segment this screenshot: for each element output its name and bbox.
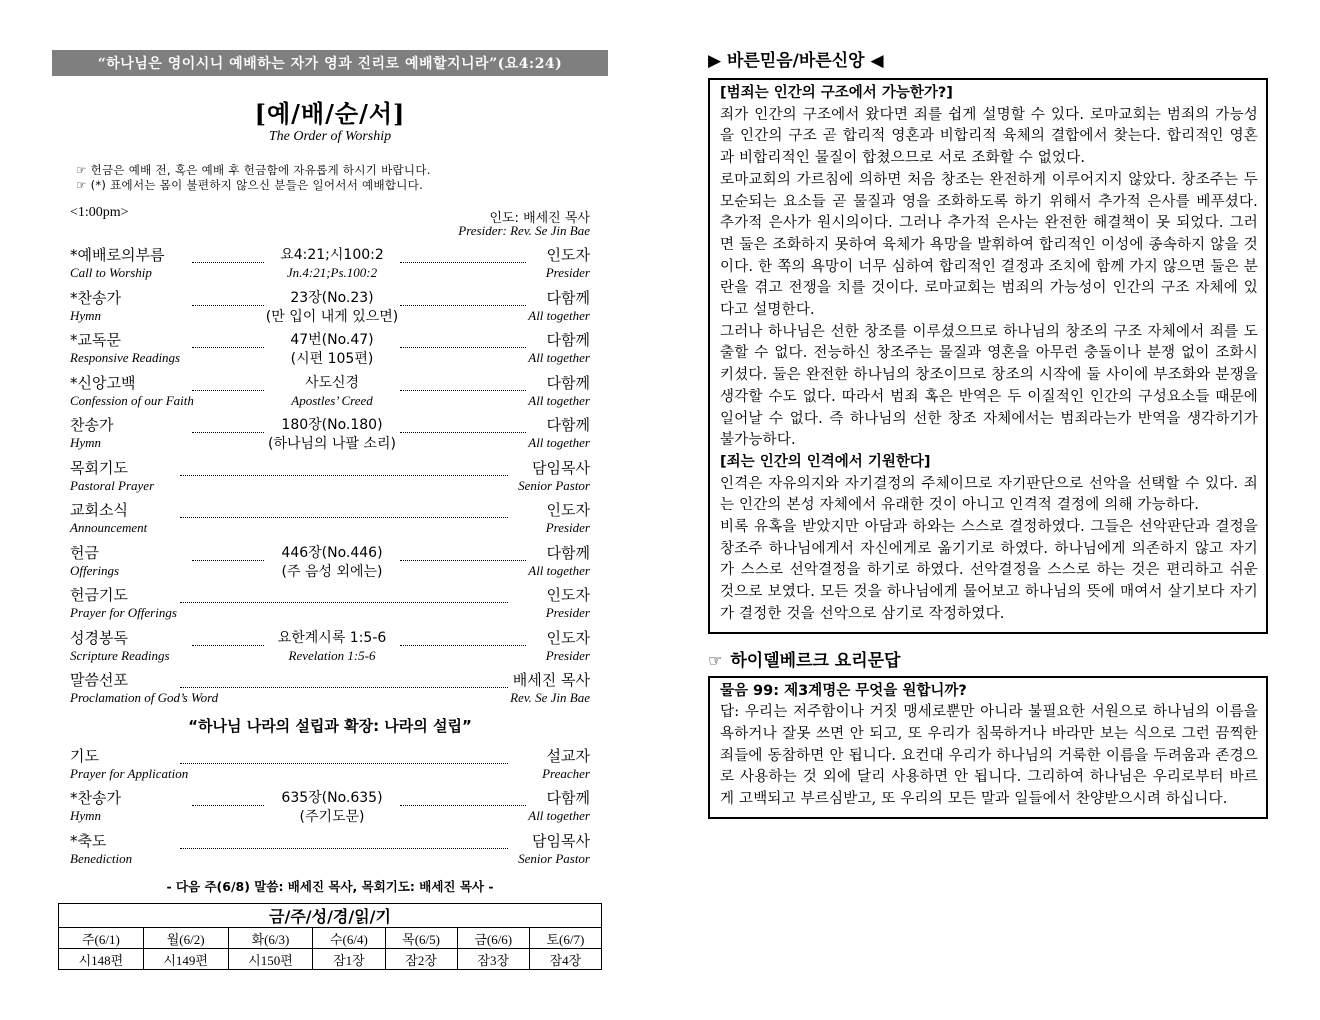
leader-dots (192, 645, 264, 646)
item-name-english: Prayer for Application (70, 765, 189, 781)
order-of-worship-page (52, 50, 608, 895)
worship-item (52, 746, 608, 789)
notes (76, 163, 608, 193)
item-leader-english: Presider (545, 605, 590, 620)
item-name-korean: 기도 (70, 746, 99, 765)
leader-dots (400, 347, 526, 348)
leader-dots (400, 262, 526, 263)
worship-item (52, 245, 608, 288)
item-leader-korean: 인도자 (546, 628, 590, 647)
leader-dots (192, 390, 264, 391)
leader-dots (400, 805, 526, 806)
item-name-korean: 찬송가 (70, 416, 114, 434)
faith-heading: ▶ 바른믿음/바른신앙 ◀ (708, 51, 884, 71)
catechism-box (708, 676, 1268, 819)
reading-passages-row (59, 949, 602, 970)
item-leader-english: Presider (545, 265, 590, 280)
item-leader-korean: 인도자 (546, 501, 590, 519)
note-standing: ☞ (*) 표에서는 몸이 불편하지 않으신 분들은 일어서서 예배합니다. (76, 178, 424, 192)
faith-subheading-2: [죄는 인간의 인격에서 기원한다] (720, 453, 931, 470)
reading-passage: 시148편 (59, 949, 144, 970)
item-detail: 635장(No.635) (281, 790, 383, 806)
worship-item (52, 543, 608, 586)
leader-dots (180, 517, 508, 518)
leader-dots (180, 687, 508, 688)
scripture-banner: “하나님은 영이시니 예배하는 자가 영과 진리로 예배할지니라”(요4:24) (52, 50, 608, 76)
worship-item (52, 788, 608, 831)
worship-item (52, 415, 608, 458)
item-detail-sub: Jn.4:21;Ps.100:2 (286, 265, 378, 280)
presider-english: Presider: Rev. Se Jin Bae (458, 223, 590, 238)
faith-subheading-1: [범죄는 인간의 구조에서 가능한가?] (720, 85, 953, 101)
item-name-english: Hymn (70, 307, 102, 323)
item-name-korean: 교회소식 (70, 501, 128, 519)
reading-day: 토(6/7) (529, 928, 601, 949)
order-title: [예/배/순/서] (254, 99, 406, 128)
reading-day: 목(6/5) (385, 928, 457, 949)
item-detail: 사도신경 (304, 374, 360, 391)
item-name-korean: 헌금 (70, 543, 99, 562)
item-leader-english: Preacher (542, 765, 590, 781)
item-detail: 요4:21;시100:2 (280, 247, 384, 263)
catechism-heading: 하이델베르크 요리문답 (730, 650, 901, 671)
item-name-english: Call to Worship (70, 265, 152, 280)
reading-title: 금/주/성/경/읽/기 (59, 904, 602, 928)
item-leader-korean: 담임목사 (532, 831, 590, 850)
catechism-answer: 답: 우리는 저주함이나 거짓 맹세로뿐만 아니라 불필요한 서원으로 하나님의 이름을 욕하거나 잘못 쓰면 안 되고, 또 우리가 침묵하거나 바라만 보는 식으로 그런 끔찍한 죄들에 동참하면 안 됩니다. 요컨대 우리가 하나님의 거룩한 이름을 두려움과 존경으로 사용하는 것 외에 달리 사용하면 안 됩니다. 그리하여 하나님은 우리로부터 바르게 고백되고 부르심받고, 또 우리의 모든 말과 일들에서 찬양받으시려 하십니다. (720, 704, 1258, 808)
leader-dots (180, 763, 508, 764)
worship-item (52, 373, 608, 416)
service-time: <1:00pm> (70, 205, 129, 220)
reading-day: 화(6/3) (228, 928, 313, 949)
faith-article (708, 78, 1268, 634)
item-leader-english: Senior Pastor (518, 850, 590, 866)
item-name-korean: *찬송가 (70, 288, 121, 307)
order-subtitle: The Order of Worship (268, 129, 392, 144)
leader-dots (192, 560, 264, 561)
pointing-hand-icon: ☞ (708, 650, 723, 670)
item-detail: 요한계시록 1:5-6 (277, 629, 387, 646)
reading-day: 월(6/2) (143, 928, 228, 949)
reading-passage: 잠4장 (529, 949, 601, 970)
item-name-english: Benediction (70, 850, 133, 866)
leader-dots (400, 305, 526, 306)
note-offering: ☞ 헌금은 예배 전, 혹은 예배 후 헌금함에 자유롭게 하시기 바랍니다. (76, 163, 431, 177)
item-leader-english: Presider (545, 647, 590, 663)
weekly-bible-reading-table (58, 903, 602, 970)
item-name-english: Announcement (70, 520, 148, 535)
item-leader-english: Rev. Se Jin Bae (510, 690, 590, 705)
leader-dots (180, 848, 508, 849)
faith-paragraph: 비록 유혹을 받았지만 아담과 하와는 스스로 결정하였다. 그들은 선악판단과 결정을 창조주 하나님에게서 자신에게로 옮기기로 하였다. 하나님에게 의존하지 않고 자기가 스스로 선악결정을 하기로 하였다. 선악결정을 스스로 하는 것은 편리하고 쉬운 것으로 보였다. 모든 것을 하나님에게 물어보고 하나님의 뜻에 매여서 살기보다 자기가 결정한 것을 선악으로 삼기로 작정하였다. (720, 519, 1258, 622)
item-detail: 446장(No.446) (281, 544, 383, 561)
worship-items (52, 245, 608, 713)
item-name-english: Proclamation of God’s Word (70, 690, 219, 705)
item-name-korean: 성경봉독 (70, 628, 128, 647)
worship-item (52, 330, 608, 373)
item-leader-english: All together (528, 307, 590, 323)
item-leader-korean: 담임목사 (532, 458, 590, 477)
leader-dots (400, 432, 526, 433)
item-name-english: Responsive Readings (70, 350, 181, 365)
service-time-row (52, 205, 608, 245)
item-name-english: Hymn (70, 435, 102, 450)
item-leader-korean: 다함께 (546, 543, 590, 562)
leader-dots (400, 645, 526, 646)
reading-days-row (59, 928, 602, 949)
item-leader-korean: 다함께 (546, 789, 590, 807)
item-leader-english: All together (528, 435, 590, 450)
item-detail-sub: Apostles’ Creed (291, 392, 373, 408)
item-name-korean: 목회기도 (70, 458, 128, 477)
worship-item (52, 628, 608, 671)
worship-item (52, 500, 608, 543)
worship-items-after-sermon (52, 746, 608, 874)
item-leader-english: All together (528, 808, 590, 823)
leader-dots (192, 432, 264, 433)
reading-passage: 시149편 (143, 949, 228, 970)
item-detail-sub: (하나님의 나팔 소리) (267, 436, 397, 452)
leader-dots (192, 347, 264, 348)
leader-dots (180, 475, 508, 476)
item-leader-english: Senior Pastor (518, 477, 590, 493)
item-detail-sub: (만 입이 내게 있으면) (265, 308, 399, 325)
leader-dots (400, 390, 526, 391)
item-name-korean: *신앙고백 (70, 373, 136, 392)
articles-page (708, 46, 1268, 819)
item-detail-sub: (시편 105편) (290, 351, 374, 367)
faith-paragraph: 로마교회의 가르침에 의하면 처음 창조는 완전하게 이루어지지 않았다. 창조주는 두 모순되는 요소들 곧 물질과 영을 조화하도록 하기 위해서 추가적 은사를 베푸셨다. 추가적 은사가 원시의이다. 그러나 추가적 은사는 완전한 해결책이 못 되었다. 그러면 둘은 조화하지 못하여 육체가 욕망을 발휘하여 합리적인 이성에 종속하지 않을 것이다. 한 쪽의 욕망이 너무 심하여 합리적인 결정과 조치에 함께 가지 않으면 둘은 분란을 겪고 전쟁을 치를 것이다. 로마교회는 범죄의 가능성이 인간의 구조 자체에 있다고 설명한다. (720, 171, 1258, 319)
item-name-korean: *축도 (70, 831, 107, 850)
leader-dots (400, 560, 526, 561)
item-detail-sub: (주기도문) (299, 809, 365, 825)
item-leader-english: All together (528, 350, 590, 365)
item-leader-korean: 인도자 (546, 246, 590, 264)
item-detail-sub: (주 음성 외에는) (281, 563, 383, 580)
reading-passage: 잠2장 (385, 949, 457, 970)
worship-item (52, 288, 608, 331)
presider-korean: 인도: 배세진 목사 (489, 211, 590, 226)
leader-dots (180, 602, 508, 603)
item-leader-korean: 다함께 (546, 288, 590, 307)
reading-day: 수(6/4) (313, 928, 385, 949)
leader-dots (192, 305, 264, 306)
reading-passage: 잠3장 (457, 949, 529, 970)
item-name-english: Confession of our Faith (70, 392, 194, 408)
leader-dots (192, 805, 264, 806)
item-detail: 23장(No.23) (290, 289, 374, 306)
faith-paragraph: 죄가 인간의 구조에서 왔다면 죄를 쉽게 설명할 수 있다. 로마교회는 범죄의 가능성을 인간의 구조 곧 합리적 영혼과 비합리적 육체의 결합에서 찾는다. 합리적인 영혼과 비합리적인 물질이 합쳤으므로 서로 조화할 수 없었다. (720, 106, 1258, 167)
item-detail: 180장(No.180) (281, 417, 383, 433)
item-leader-english: Presider (545, 520, 590, 535)
faith-paragraph: 인격은 자유의지와 자기결정의 주체이므로 자기판단으로 선악을 선택할 수 있다. 죄는 인간의 본성 자체에서 유래한 것이 아니고 인격적 결정에 의해 가능하다. (720, 475, 1258, 514)
reading-passage: 시150편 (228, 949, 313, 970)
item-leader-korean: 배세진 목사 (512, 671, 590, 689)
item-leader-korean: 다함께 (546, 331, 590, 349)
item-leader-korean: 설교자 (546, 746, 590, 765)
worship-item (52, 585, 608, 628)
item-name-korean: 말씀선포 (70, 671, 128, 689)
item-leader-korean: 다함께 (546, 373, 590, 392)
catechism-heading-row (708, 646, 1268, 672)
worship-item (52, 458, 608, 501)
item-name-english: Scripture Readings (70, 647, 170, 663)
worship-item (52, 831, 608, 874)
item-name-english: Hymn (70, 808, 102, 823)
item-name-english: Pastoral Prayer (70, 477, 155, 493)
item-leader-english: All together (528, 562, 590, 578)
reading-day: 금(6/6) (457, 928, 529, 949)
catechism-question: 물음 99: 제3계명은 무엇을 원합니까? (720, 682, 967, 699)
worship-item (52, 670, 608, 713)
item-detail-sub: Revelation 1:5-6 (288, 647, 376, 663)
item-name-korean: 헌금기도 (70, 586, 128, 604)
reading-day: 주(6/1) (59, 928, 144, 949)
item-leader-korean: 인도자 (546, 586, 590, 604)
item-name-english: Prayer for Offerings (70, 605, 177, 620)
item-name-korean: *찬송가 (70, 789, 121, 807)
item-name-korean: *예배로의부름 (70, 246, 165, 264)
faith-paragraph: 그러나 하나님은 선한 창조를 이루셨으므로 하나님의 창조의 구조 자체에서 죄를 도출할 수 없다. 전능하신 창조주는 물질과 영혼을 아무런 충돌이나 분쟁 없이 조화시키셨다. 둘은 완전한 하나님의 창조이므로 창조의 시작에 둘 사이에 부조화와 분쟁을 생각할 수도 없다. 따라서 범죄 혹은 반역은 두 이질적인 인간의 구성요소들 때문에 일어날 수 없다. 즉 하나님의 선한 창조 자체에서는 범죄라는가 반역을 생각하기가 불가능하다. (720, 323, 1258, 449)
item-detail: 47번(No.47) (290, 332, 374, 348)
item-name-korean: *교독문 (70, 331, 121, 349)
leader-dots (192, 262, 264, 263)
sermon-title: “하나님 나라의 설립과 확장: 나라의 설립” (188, 716, 472, 735)
item-leader-korean: 다함께 (546, 416, 590, 434)
reading-passage: 잠1장 (313, 949, 385, 970)
next-week-notice: - 다음 주(6/8) 말씀: 배세진 목사, 목회기도: 배세진 목사 - (166, 879, 494, 894)
item-leader-english: All together (528, 392, 590, 408)
item-name-english: Offerings (70, 562, 120, 578)
